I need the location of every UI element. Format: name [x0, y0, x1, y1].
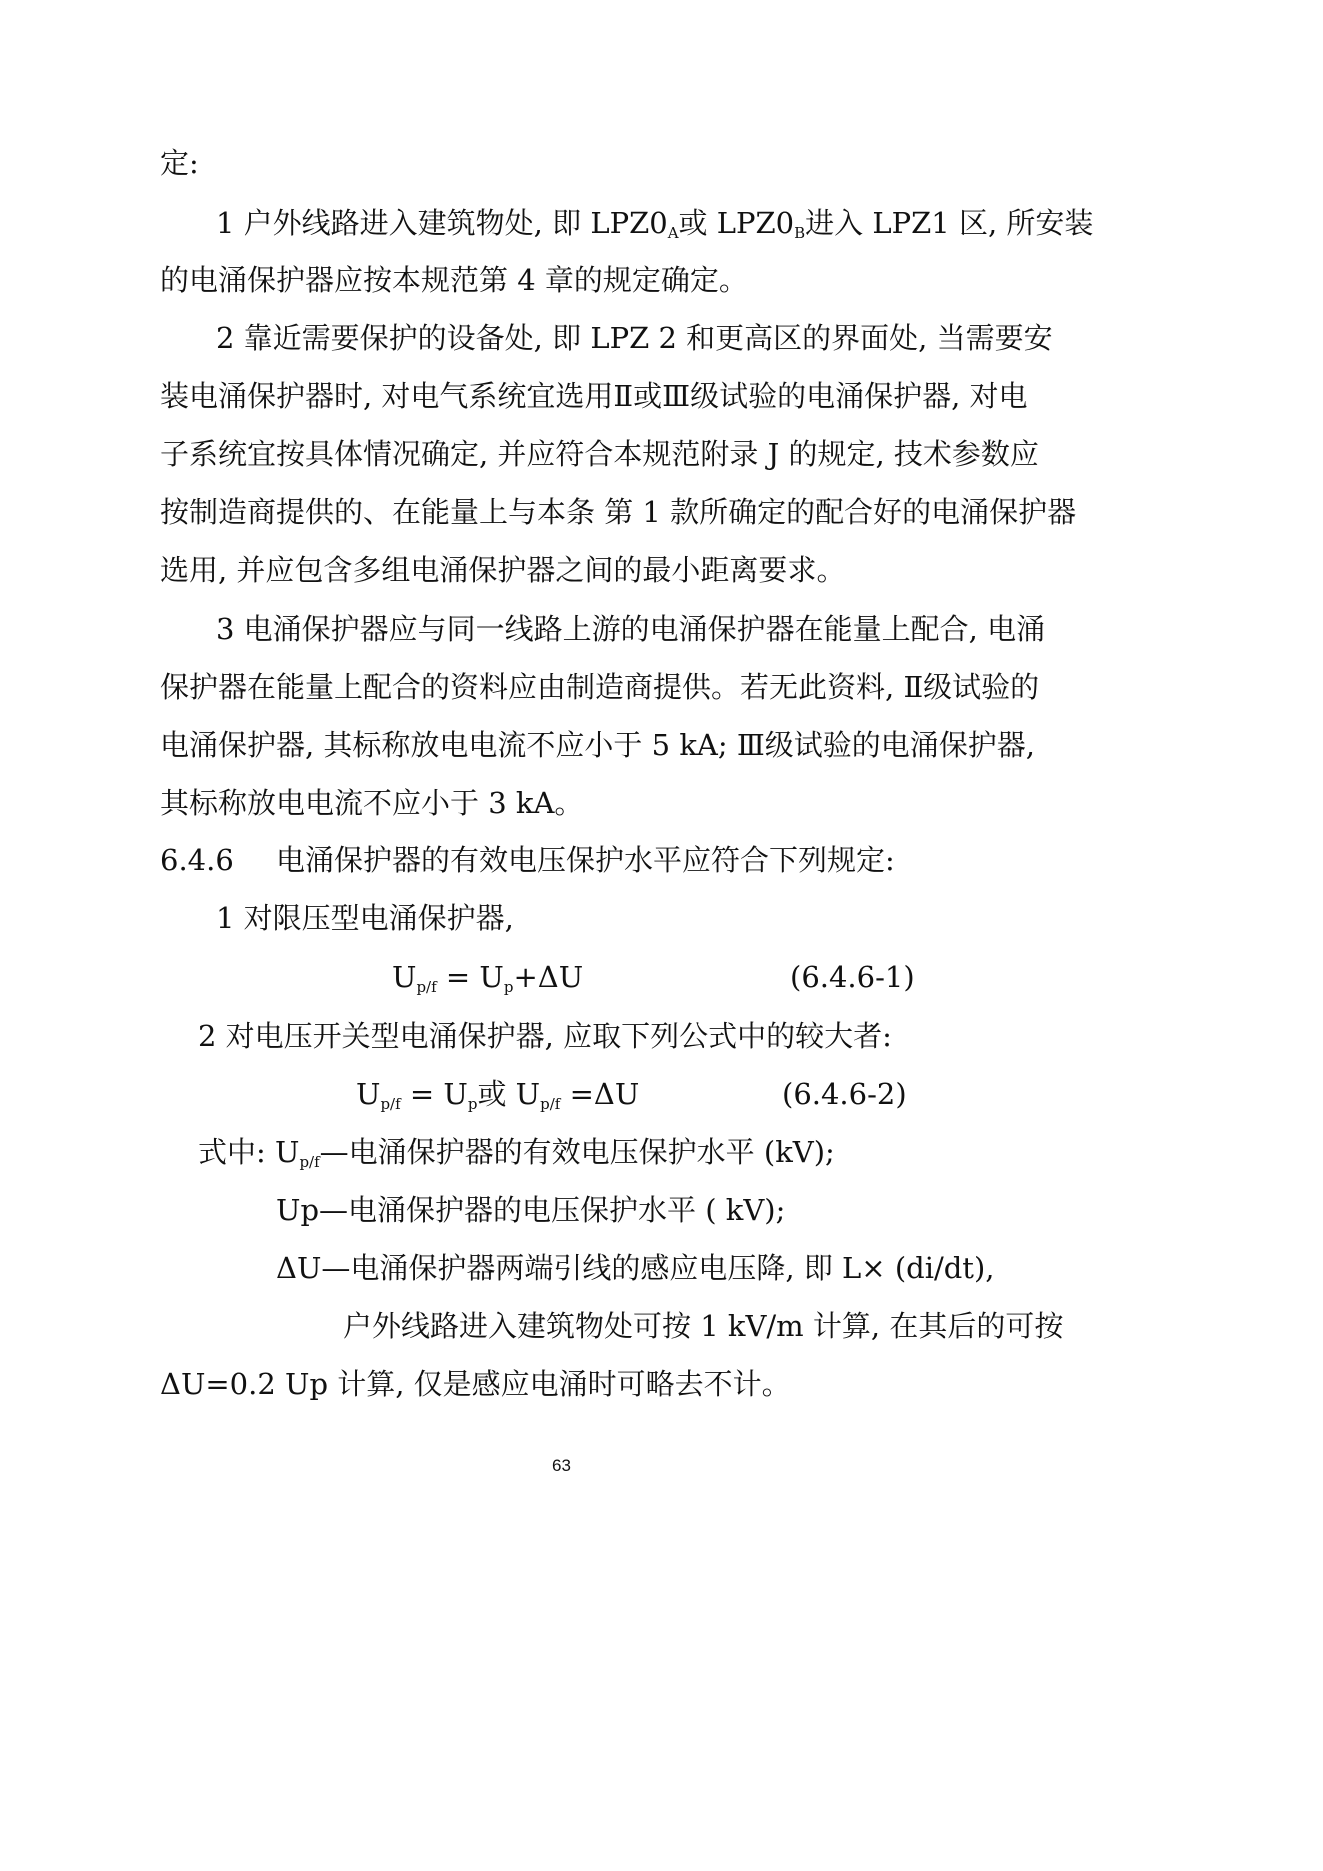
text-line: 户外线路进入建筑物处可按 1 kV/m 计算, 在其后的可按 — [343, 1309, 1064, 1343]
text-line: 子系统宜按具体情况确定, 并应符合本规范附录 J 的规定, 技术参数应 — [160, 437, 1039, 471]
text-line: Up—电涌保护器的电压保护水平 ( kV); — [276, 1193, 786, 1227]
text-line: 1 户外线路进入建筑物处, 即 $LPZ0_A$或 $LPZ0_B$进入 LPZ1 区, 所安装 — [216, 206, 1094, 242]
text-line: 其标称放电电流不应小于 3 kA。 — [160, 786, 584, 820]
text-line: 2 对电压开关型电涌保护器, 应取下列公式中的较大者: — [198, 1019, 892, 1053]
text-line: 2 靠近需要保护的设备处, 即 LPZ 2 和更高区的界面处, 当需要安 — [216, 321, 1053, 355]
text-line: 1 对限压型电涌保护器, — [216, 901, 514, 935]
page-number: 63 — [552, 1456, 571, 1475]
text-line: 装电涌保护器时, 对电气系统宜选用Ⅱ或Ⅲ级试验的电涌保护器, 对电 — [160, 379, 1028, 413]
clause-number: 6.4.6 — [160, 843, 234, 877]
text-line: 3 电涌保护器应与同一线路上游的电涌保护器在能量上配合, 电涌 — [216, 612, 1046, 646]
text-line: 的电涌保护器应按本规范第 4 章的规定确定。 — [160, 263, 748, 297]
text-line: 定: — [160, 146, 199, 180]
text-line: ΔU=0.2 Up 计算, 仅是感应电涌时可略去不计。 — [160, 1367, 791, 1401]
formula-number: (6.4.6-2) — [782, 1077, 907, 1111]
text-line: 电涌保护器, 其标称放电电流不应小于 5 kA; Ⅲ级试验的电涌保护器, — [160, 728, 1036, 762]
text-line: 式中: $U_{p/f}—$电涌保护器的有效电压保护水平 (kV); — [198, 1135, 835, 1171]
text-line: 保护器在能量上配合的资料应由制造商提供。若无此资料, Ⅱ级试验的 — [160, 670, 1040, 704]
formula-number: (6.4.6-1) — [790, 960, 915, 994]
text-line: ΔU—电涌保护器两端引线的感应电压降, 即 L× (di/dt), — [276, 1251, 995, 1285]
text-line: 选用, 并应包含多组电涌保护器之间的最小距离要求。 — [160, 553, 846, 587]
text-line: 按制造商提供的、在能量上与本条 第 1 款所确定的配合好的电涌保护器 — [160, 495, 1077, 529]
formula: $U_{p/f} = U_p$或 $U_{p/f} =\Delta U$ — [356, 1077, 640, 1113]
clause-heading: 电涌保护器的有效电压保护水平应符合下列规定: — [276, 843, 895, 877]
formula: $U_{p/f} = U_p+\Delta U$ — [392, 960, 584, 996]
